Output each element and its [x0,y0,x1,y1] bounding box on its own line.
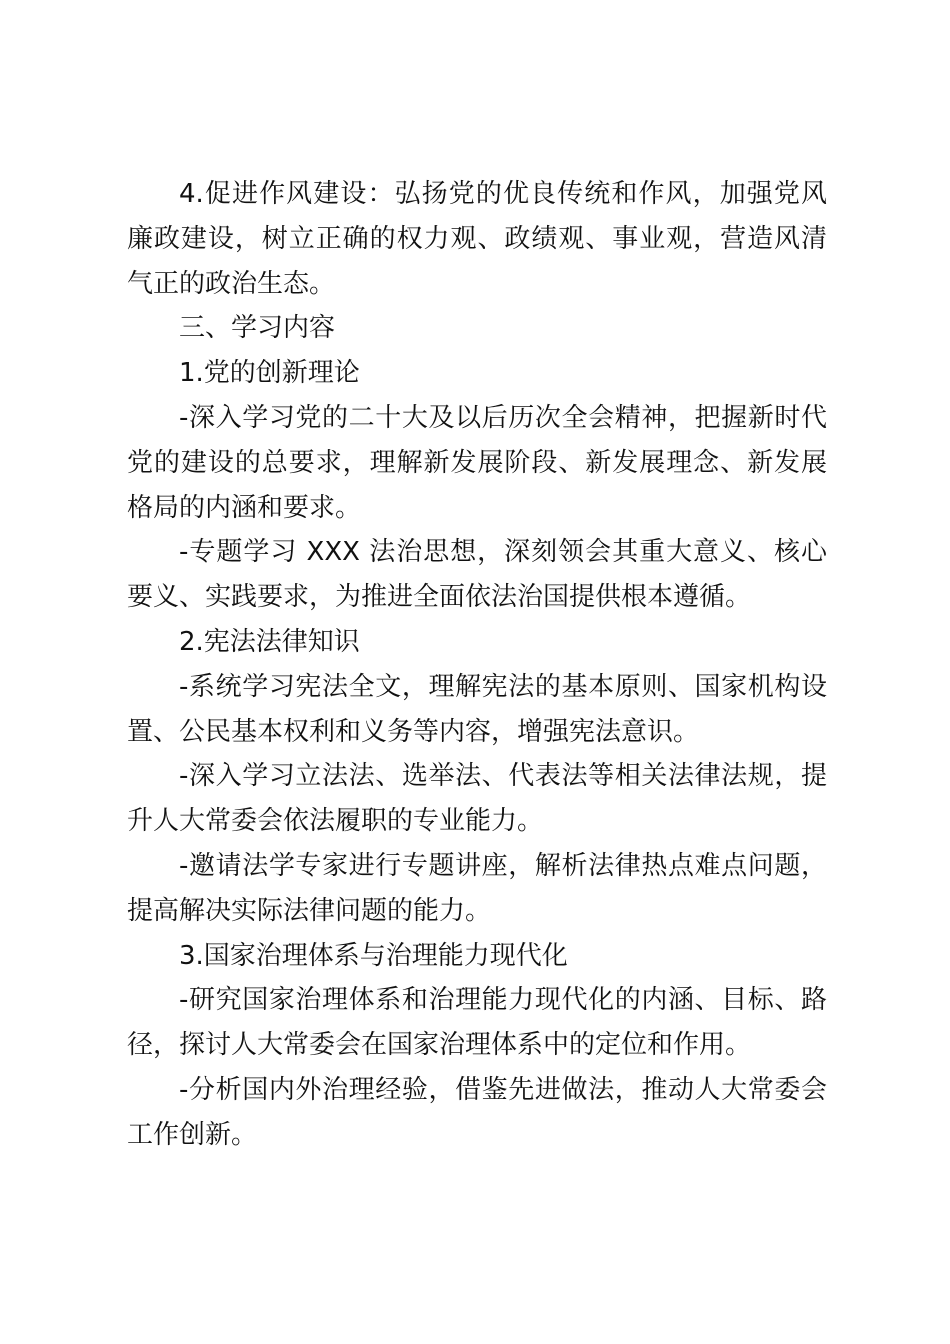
paragraph-promote-work-style: 4.促进作风建设：弘扬党的优良传统和作风，加强党风廉政建设，树立正确的权力观、政绩观、事业观，营造风清气正的政治生态。 [127,179,827,299]
paragraph-research-governance-system: -研究国家治理体系和治理能力现代化的内涵、目标、路径，探讨人大常委会在国家治理体系中的定位和作用。 [127,985,827,1061]
paragraph-study-constitution: -系统学习宪法全文，理解宪法的基本原则、国家机构设置、公民基本权利和义务等内容，增强宪法意识。 [127,671,827,747]
document-page [127,172,827,1158]
paragraph-study-legislation-law: -深入学习立法法、选举法、代表法等相关法律法规，提升人大常委会依法履职的专业能力。 [127,761,827,837]
section-heading-study-content: 三、学习内容 [179,313,336,344]
subheading-party-innovative-theory: 1.党的创新理论 [179,358,360,389]
paragraph-study-rule-of-law-thought: -专题学习 XXX 法治思想，深刻领会其重大意义、核心要义、实践要求，为推进全面依法治国提供根本遵循。 [127,537,827,613]
paragraph-invite-law-experts: -邀请法学专家进行专题讲座，解析法律热点难点问题，提高解决实际法律问题的能力。 [127,850,827,926]
subheading-governance-modernization: 3.国家治理体系与治理能力现代化 [179,940,568,971]
paragraph-study-twentieth-congress: -深入学习党的二十大及以后历次全会精神，把握新时代党的建设的总要求，理解新发展阶段、新发展理念、新发展格局的内涵和要求。 [127,402,827,523]
subheading-constitution-law-knowledge: 2.宪法法律知识 [179,626,360,657]
paragraph-analyze-governance-experience: -分析国内外治理经验，借鉴先进做法，推动人大常委会工作创新。 [127,1074,827,1150]
